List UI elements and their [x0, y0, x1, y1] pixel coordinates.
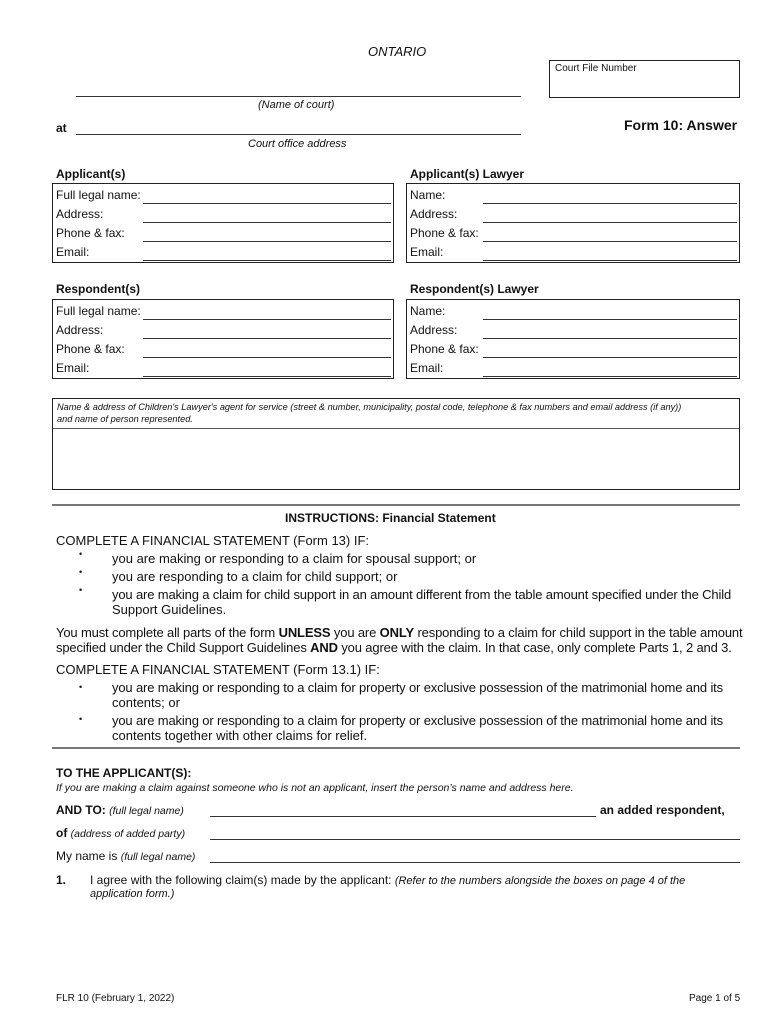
unless-paragraph-line1	[56, 625, 742, 641]
court-office-address-label: Court office address	[248, 138, 347, 150]
court-file-number-label: Court File Number	[555, 63, 637, 74]
respondents-box	[52, 299, 394, 379]
item-1-line1	[90, 873, 685, 887]
and-to-hint: (full legal name)	[109, 805, 184, 817]
childrens-lawyer-divider	[53, 428, 739, 429]
instructions-title: INSTRUCTIONS: Financial Statement	[285, 511, 496, 525]
para-text: specified under the Child Support Guidelines	[56, 640, 311, 655]
applicant-address-label: Address:	[56, 207, 104, 221]
childrens-lawyer-label-line1: Name & address of Children's Lawyer's agent for service (street & number, municipality, postal code, telephone & fax numbers and email address (if any))	[57, 402, 682, 412]
to-applicants-heading: TO THE APPLICANT(S):	[56, 766, 192, 780]
instructions-top-rule	[52, 504, 740, 506]
court-file-number-box[interactable]	[549, 60, 740, 98]
applicant-email-field[interactable]	[143, 260, 391, 261]
respondent-full-name-label: Full legal name:	[56, 304, 141, 318]
respondent-email-field[interactable]	[143, 376, 391, 377]
respondent-address-label: Address:	[56, 323, 104, 337]
section2-bullet-1: you are making or responding to a claim for property or exclusive possession of the matrimonial home and its	[112, 680, 723, 695]
instructions-bottom-rule	[52, 747, 740, 749]
of-label: of	[56, 826, 68, 840]
para-unless: UNLESS	[278, 625, 331, 640]
childrens-lawyer-box[interactable]	[52, 398, 740, 490]
to-applicants-note: If you are making a claim against someone who is not an applicant, insert the person’s name and address here.	[56, 782, 574, 794]
para-only: ONLY	[379, 625, 414, 640]
bullet-icon: •	[79, 549, 83, 559]
respondent-lawyer-phone-label: Phone & fax:	[410, 342, 479, 356]
respondents-heading: Respondent(s)	[56, 282, 140, 296]
para-text: responding to a claim for child support in the table amount	[414, 625, 743, 640]
bullet-icon: •	[79, 567, 83, 577]
respondent-lawyer-name-field[interactable]	[483, 319, 737, 320]
respondent-phone-label: Phone & fax:	[56, 342, 125, 356]
respondent-full-name-field[interactable]	[143, 319, 391, 320]
my-name-hint: (full legal name)	[120, 851, 196, 863]
para-and: AND	[310, 640, 338, 655]
name-of-court-line[interactable]	[76, 96, 521, 97]
applicant-lawyer-address-label: Address:	[410, 207, 458, 221]
respondent-lawyer-name-label: Name:	[410, 304, 446, 318]
item-number: 1.	[56, 873, 67, 887]
applicant-lawyer-name-field[interactable]	[483, 203, 737, 204]
para-text: you are	[330, 625, 380, 640]
respondents-lawyer-heading: Respondent(s) Lawyer	[410, 282, 539, 296]
respondents-lawyer-box	[406, 299, 740, 379]
applicant-full-name-field[interactable]	[143, 203, 391, 204]
applicant-full-name-label: Full legal name:	[56, 188, 141, 202]
section2-heading: COMPLETE A FINANCIAL STATEMENT (Form 13.1) IF:	[56, 662, 380, 677]
added-party-address-field[interactable]	[210, 839, 740, 840]
and-to-label-group	[56, 803, 184, 817]
respondent-lawyer-address-label: Address:	[410, 323, 458, 337]
my-name-field[interactable]	[210, 862, 740, 863]
form-title: Form 10: Answer	[624, 117, 738, 133]
footer-page-number: Page 1 of 5	[689, 993, 741, 1004]
section2-bullet-2-cont: contents together with other claims for relief.	[112, 728, 368, 743]
section1-bullet-1: you are making or responding to a claim for spousal support; or	[112, 551, 477, 566]
applicants-box	[52, 183, 394, 263]
respondent-address-field[interactable]	[143, 338, 391, 339]
added-respondent-label: an added respondent,	[600, 803, 725, 817]
childrens-lawyer-label-line2: and name of person represented.	[57, 414, 193, 424]
applicant-lawyer-phone-field[interactable]	[483, 241, 737, 242]
item-1-hint: (Refer to the numbers alongside the boxes on page 4 of the	[394, 875, 686, 887]
applicant-phone-label: Phone & fax:	[56, 226, 125, 240]
section1-bullet-3-cont: Support Guidelines.	[112, 602, 227, 617]
my-name-label: My name is	[56, 849, 118, 863]
respondent-lawyer-address-field[interactable]	[483, 338, 737, 339]
of-label-group	[56, 826, 185, 840]
item-1-hint-cont: application form.)	[90, 888, 175, 900]
applicant-address-field[interactable]	[143, 222, 391, 223]
respondent-phone-field[interactable]	[143, 357, 391, 358]
section2-bullet-2: you are making or responding to a claim for property or exclusive possession of the matrimonial home and its	[112, 713, 723, 728]
applicant-lawyer-address-field[interactable]	[483, 222, 737, 223]
applicants-heading: Applicant(s)	[56, 167, 126, 181]
unless-paragraph-line2	[56, 640, 732, 656]
para-text: You must complete all parts of the form	[56, 625, 279, 640]
section1-heading: COMPLETE A FINANCIAL STATEMENT (Form 13) IF:	[56, 533, 370, 548]
of-hint: (address of added party)	[70, 828, 186, 840]
respondent-email-label: Email:	[56, 361, 90, 375]
applicant-email-label: Email:	[56, 245, 90, 259]
my-name-label-group	[56, 849, 195, 863]
applicant-lawyer-email-field[interactable]	[483, 260, 737, 261]
item-1-text: I agree with the following claim(s) made by the applicant:	[90, 873, 392, 887]
bullet-icon: •	[79, 714, 83, 724]
applicants-lawyer-box	[406, 183, 740, 263]
para-text: you agree with the claim. In that case, only complete Parts 1, 2 and 3.	[337, 640, 732, 655]
section1-bullet-2: you are responding to a claim for child support; or	[112, 569, 398, 584]
bullet-icon: •	[79, 682, 83, 692]
and-to-label: AND TO:	[56, 803, 106, 817]
applicant-lawyer-phone-label: Phone & fax:	[410, 226, 479, 240]
respondent-lawyer-phone-field[interactable]	[483, 357, 737, 358]
court-office-address-line[interactable]	[76, 134, 521, 135]
applicant-lawyer-email-label: Email:	[410, 245, 444, 259]
added-respondent-name-field[interactable]	[210, 816, 596, 817]
province-title: ONTARIO	[368, 44, 427, 59]
applicants-lawyer-heading: Applicant(s) Lawyer	[410, 167, 525, 181]
section1-bullet-3: you are making a claim for child support in an amount different from the table amount specified under the Child	[112, 587, 732, 602]
applicant-phone-field[interactable]	[143, 241, 391, 242]
name-of-court-label: (Name of court)	[258, 99, 335, 111]
bullet-icon: •	[79, 585, 83, 595]
footer-form-id: FLR 10 (February 1, 2022)	[56, 993, 175, 1004]
at-label: at	[56, 121, 67, 135]
applicant-lawyer-name-label: Name:	[410, 188, 446, 202]
respondent-lawyer-email-field[interactable]	[483, 376, 737, 377]
section2-bullet-1-cont: contents; or	[112, 695, 180, 710]
respondent-lawyer-email-label: Email:	[410, 361, 444, 375]
